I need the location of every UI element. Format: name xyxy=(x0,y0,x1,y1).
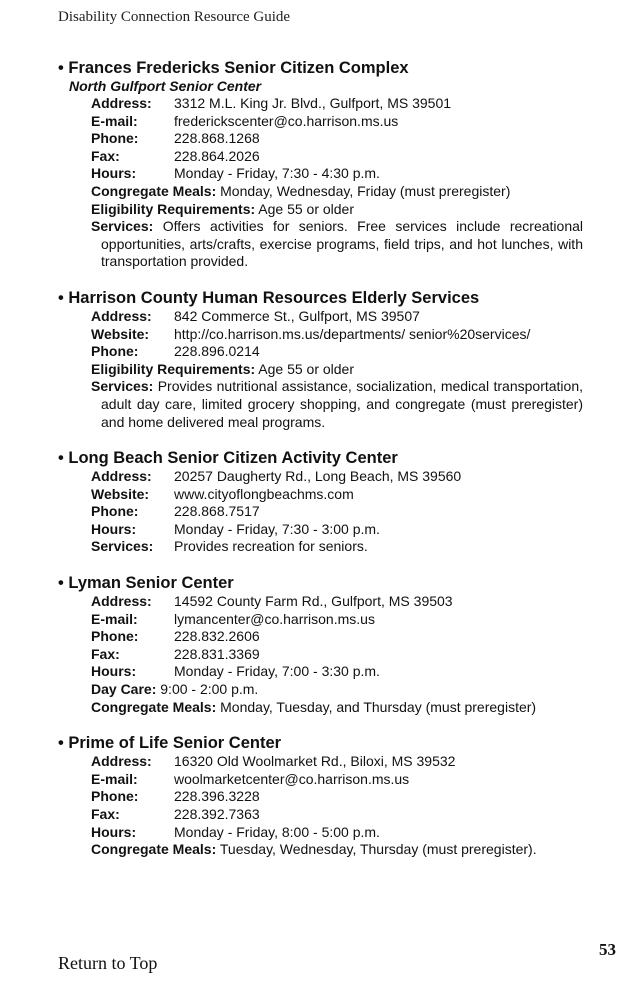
field-label: Congregate Meals: xyxy=(91,841,217,858)
address-value: 3312 M.L. King Jr. Blvd., Gulfport, MS 39501 xyxy=(174,95,452,111)
field-label: Congregate Meals: xyxy=(91,182,217,199)
field-label: Address: xyxy=(91,753,152,770)
address-value: 14592 County Farm Rd., Gulfport, MS 39503 xyxy=(174,593,453,610)
email-field xyxy=(58,611,583,629)
entry-title: • Harrison County Human Resources Elderly Services xyxy=(58,288,480,307)
field-label: Fax: xyxy=(91,645,120,662)
resource-entry-long-beach xyxy=(58,448,583,556)
address-value: 16320 Old Woolmarket Rd., Biloxi, MS 39532 xyxy=(174,753,456,770)
field-label: Address: xyxy=(91,307,152,324)
services-value: Offers activities for seniors. Free services include recreational opportunities, arts/crafts, exercise programs, field trips, and hot lunches, with transportation provided. xyxy=(101,218,584,270)
website-field xyxy=(58,326,583,344)
services-field xyxy=(58,538,583,556)
eligibility-value: Age 55 or older xyxy=(258,360,354,377)
fax-field xyxy=(58,148,583,166)
meals-value: Monday, Wednesday, Friday (must preregister) xyxy=(220,182,511,199)
page-number: 53 xyxy=(599,940,616,959)
phone-field xyxy=(58,343,583,361)
fax-value: 228.392.7363 xyxy=(174,806,260,822)
resource-entry-lyman xyxy=(58,573,583,716)
hours-value: Monday - Friday, 7:30 - 3:00 p.m. xyxy=(174,520,380,537)
entry-title: • Lyman Senior Center xyxy=(58,574,234,593)
eligibility-value: Age 55 or older xyxy=(258,200,354,217)
services-value: Provides nutritional assistance, socialization, medical transportation, adult day care, limited grocery shopping, and congregate (must preregister) and home delivered meal programs. xyxy=(101,378,583,430)
field-label: Website: xyxy=(91,325,150,342)
field-label: Address: xyxy=(91,593,152,610)
entry-title: • Long Beach Senior Citizen Activity Center xyxy=(58,449,398,468)
phone-field xyxy=(58,130,583,148)
field-label: Phone: xyxy=(91,628,139,645)
hours-value: Monday - Friday, 7:00 - 3:30 p.m. xyxy=(174,663,380,680)
resource-entry-frances-fredericks xyxy=(58,58,583,271)
field-label: Address: xyxy=(91,95,152,111)
meals-value: Monday, Tuesday, and Thursday (must preregister) xyxy=(220,698,537,715)
eligibility-field xyxy=(58,361,583,379)
fax-value: 228.831.3369 xyxy=(174,645,260,662)
address-field xyxy=(58,95,583,113)
entry-title: • Prime of Life Senior Center xyxy=(58,734,282,753)
field-label: Hours: xyxy=(91,520,137,537)
services-field xyxy=(58,378,583,431)
hours-field xyxy=(58,521,583,539)
field-label: Day Care: xyxy=(91,681,157,698)
return-to-top-link[interactable]: Return to Top xyxy=(58,953,158,973)
email-value: woolmarketcenter@co.harrison.ms.us xyxy=(174,770,410,787)
phone-value: 228.396.3228 xyxy=(174,788,260,805)
hours-value: Monday - Friday, 7:30 - 4:30 p.m. xyxy=(174,165,380,182)
resource-entry-harrison-county xyxy=(58,288,583,431)
field-label: Phone: xyxy=(91,788,139,805)
address-value: 842 Commerce St., Gulfport, MS 39507 xyxy=(174,307,420,324)
meals-field xyxy=(58,841,583,859)
email-value: lymancenter@co.harrison.ms.us xyxy=(174,610,375,627)
field-label: Hours: xyxy=(91,823,137,840)
address-value: 20257 Daugherty Rd., Long Beach, MS 39560 xyxy=(174,468,462,485)
running-header: Disability Connection Resource Guide xyxy=(58,9,291,25)
field-label: Congregate Meals: xyxy=(91,698,217,715)
address-field xyxy=(58,593,583,611)
website-link[interactable]: http://co.harrison.ms.us/departments/ senior%20services/ xyxy=(174,325,531,342)
field-label: E-mail: xyxy=(91,770,138,787)
field-label: Address: xyxy=(91,468,152,485)
address-field xyxy=(58,468,583,486)
field-label: Eligibility Requirements: xyxy=(91,360,256,377)
meals-field xyxy=(58,699,583,717)
field-label: Phone: xyxy=(91,130,139,147)
eligibility-field xyxy=(58,201,583,219)
hours-field xyxy=(58,824,583,842)
meals-field xyxy=(58,183,583,201)
field-label: E-mail: xyxy=(91,610,138,627)
phone-field xyxy=(58,628,583,646)
address-field xyxy=(58,308,583,326)
fax-value: 228.864.2026 xyxy=(174,147,260,164)
email-field xyxy=(58,771,583,789)
resource-list xyxy=(58,58,583,876)
email-value: frederickscenter@co.harrison.ms.us xyxy=(174,112,399,129)
entry-title: • Frances Fredericks Senior Citizen Complex xyxy=(58,59,409,77)
field-label: Hours: xyxy=(91,663,137,680)
field-label: Phone: xyxy=(91,503,139,520)
field-label: Fax: xyxy=(91,147,120,164)
daycare-value: 9:00 - 2:00 p.m. xyxy=(160,681,259,698)
website-link[interactable]: www.cityoflongbeachms.com xyxy=(174,485,354,502)
field-label: Services: xyxy=(91,378,154,395)
phone-value: 228.896.0214 xyxy=(174,343,260,360)
resource-entry-prime-of-life xyxy=(58,733,583,859)
field-label: Services: xyxy=(91,218,154,235)
hours-field xyxy=(58,663,583,681)
field-label: E-mail: xyxy=(91,112,138,129)
field-label: Phone: xyxy=(91,343,139,360)
entry-subtitle: North Gulfport Senior Center xyxy=(69,78,262,94)
hours-field xyxy=(58,165,583,183)
meals-value: Tuesday, Wednesday, Thursday (must preregister). xyxy=(219,841,537,858)
services-field xyxy=(58,218,583,271)
field-label: Services: xyxy=(91,538,154,555)
phone-value: 228.868.7517 xyxy=(174,503,260,520)
field-label: Fax: xyxy=(91,806,120,822)
phone-field xyxy=(58,503,583,521)
services-value: Provides recreation for seniors. xyxy=(174,538,368,555)
fax-field xyxy=(58,806,583,824)
phone-value: 228.832.2606 xyxy=(174,628,260,645)
daycare-field xyxy=(58,681,583,699)
phone-value: 228.868.1268 xyxy=(174,130,260,147)
email-field xyxy=(58,113,583,131)
field-label: Hours: xyxy=(91,165,137,182)
field-label: Website: xyxy=(91,485,150,502)
hours-value: Monday - Friday, 8:00 - 5:00 p.m. xyxy=(174,823,380,840)
fax-field xyxy=(58,646,583,664)
phone-field xyxy=(58,788,583,806)
field-label: Eligibility Requirements: xyxy=(91,200,256,217)
address-field xyxy=(58,753,583,771)
website-field xyxy=(58,486,583,504)
